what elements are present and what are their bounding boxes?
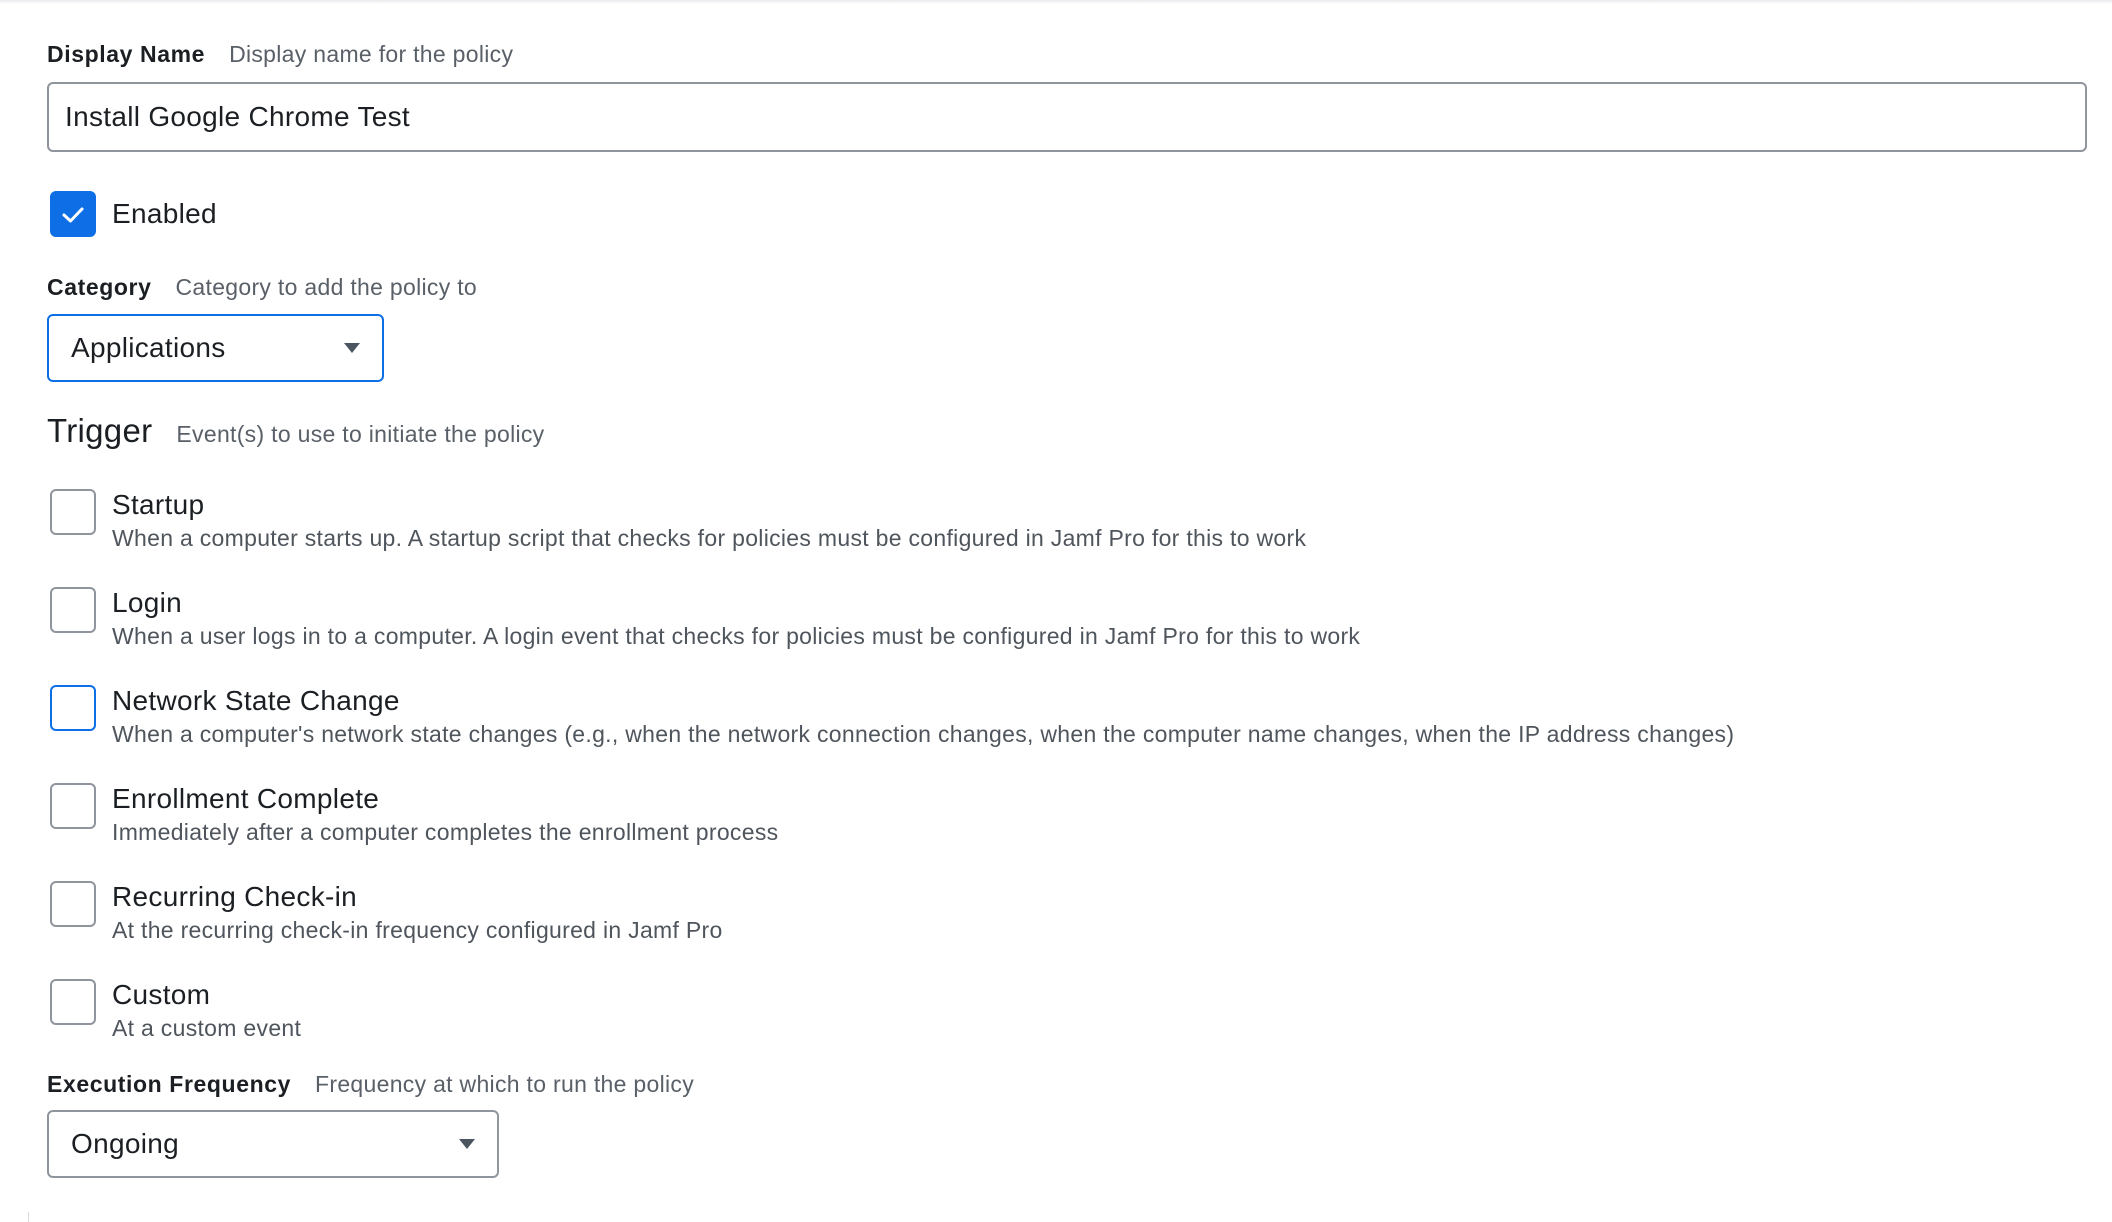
- login-checkbox[interactable]: [50, 587, 96, 633]
- trigger-option-label: Network State Change: [112, 685, 400, 716]
- enabled-row: [50, 191, 217, 237]
- trigger-option-label: Enrollment Complete: [112, 783, 380, 814]
- trigger-option-label: Login: [112, 587, 183, 618]
- trigger-option-description: When a user logs in to a computer. A login event that checks for policies must be configured in Jamf Pro for this to work: [112, 623, 1361, 649]
- custom-checkbox[interactable]: [50, 979, 96, 1025]
- trigger-option-description: When a computer starts up. A startup script that checks for policies must be configured in Jamf Pro for this to work: [112, 525, 1307, 551]
- trigger-option-recurring-check-in: [50, 881, 723, 945]
- enabled-label: Enabled: [112, 198, 217, 229]
- category-selected-value: Applications: [71, 332, 226, 363]
- display-name-help: Display name for the policy: [229, 41, 514, 67]
- category-header: [47, 274, 477, 301]
- execution-frequency-selected-value: Ongoing: [71, 1128, 179, 1159]
- category-label: Category: [47, 274, 152, 300]
- checkmark-icon: [52, 193, 94, 235]
- chevron-down-icon: [459, 1139, 475, 1149]
- trigger-option-label: Startup: [112, 489, 205, 520]
- trigger-option-startup: [50, 489, 1306, 553]
- execution-frequency-help: Frequency at which to run the policy: [315, 1071, 695, 1097]
- trigger-help: Event(s) to use to initiate the policy: [176, 421, 545, 447]
- bottom-divider-tick: [28, 1212, 29, 1222]
- execution-frequency-label: Execution Frequency: [47, 1071, 292, 1097]
- display-name-label: Display Name: [47, 41, 206, 67]
- trigger-option-enrollment-complete: [50, 783, 778, 847]
- trigger-option-label: Custom: [112, 979, 211, 1010]
- category-help: Category to add the policy to: [175, 274, 477, 300]
- trigger-option-network-state-change: [50, 685, 1734, 749]
- enabled-checkbox[interactable]: [50, 191, 96, 237]
- trigger-option-custom: [50, 979, 301, 1043]
- trigger-title: Trigger: [47, 412, 153, 449]
- display-name-input[interactable]: [47, 82, 2087, 152]
- execution-frequency-select[interactable]: [47, 1110, 499, 1178]
- network-state-change-checkbox[interactable]: [50, 685, 96, 731]
- top-edge-divider: [0, 0, 2112, 4]
- display-name-header: [47, 41, 513, 68]
- chevron-down-icon: [344, 343, 360, 353]
- startup-checkbox[interactable]: [50, 489, 96, 535]
- trigger-option-description: Immediately after a computer completes the enrollment process: [112, 819, 779, 845]
- trigger-option-description: At a custom event: [112, 1015, 302, 1041]
- execution-frequency-header: [47, 1071, 694, 1098]
- trigger-header: [47, 412, 545, 450]
- enrollment-complete-checkbox[interactable]: [50, 783, 96, 829]
- trigger-option-description: At the recurring check-in frequency configured in Jamf Pro: [112, 917, 723, 943]
- recurring-check-in-checkbox[interactable]: [50, 881, 96, 927]
- category-select[interactable]: [47, 314, 384, 382]
- trigger-option-description: When a computer's network state changes (e.g., when the network connection changes, when the computer name changes, when the IP address changes): [112, 721, 1735, 747]
- trigger-option-label: Recurring Check-in: [112, 881, 358, 912]
- trigger-option-login: [50, 587, 1360, 651]
